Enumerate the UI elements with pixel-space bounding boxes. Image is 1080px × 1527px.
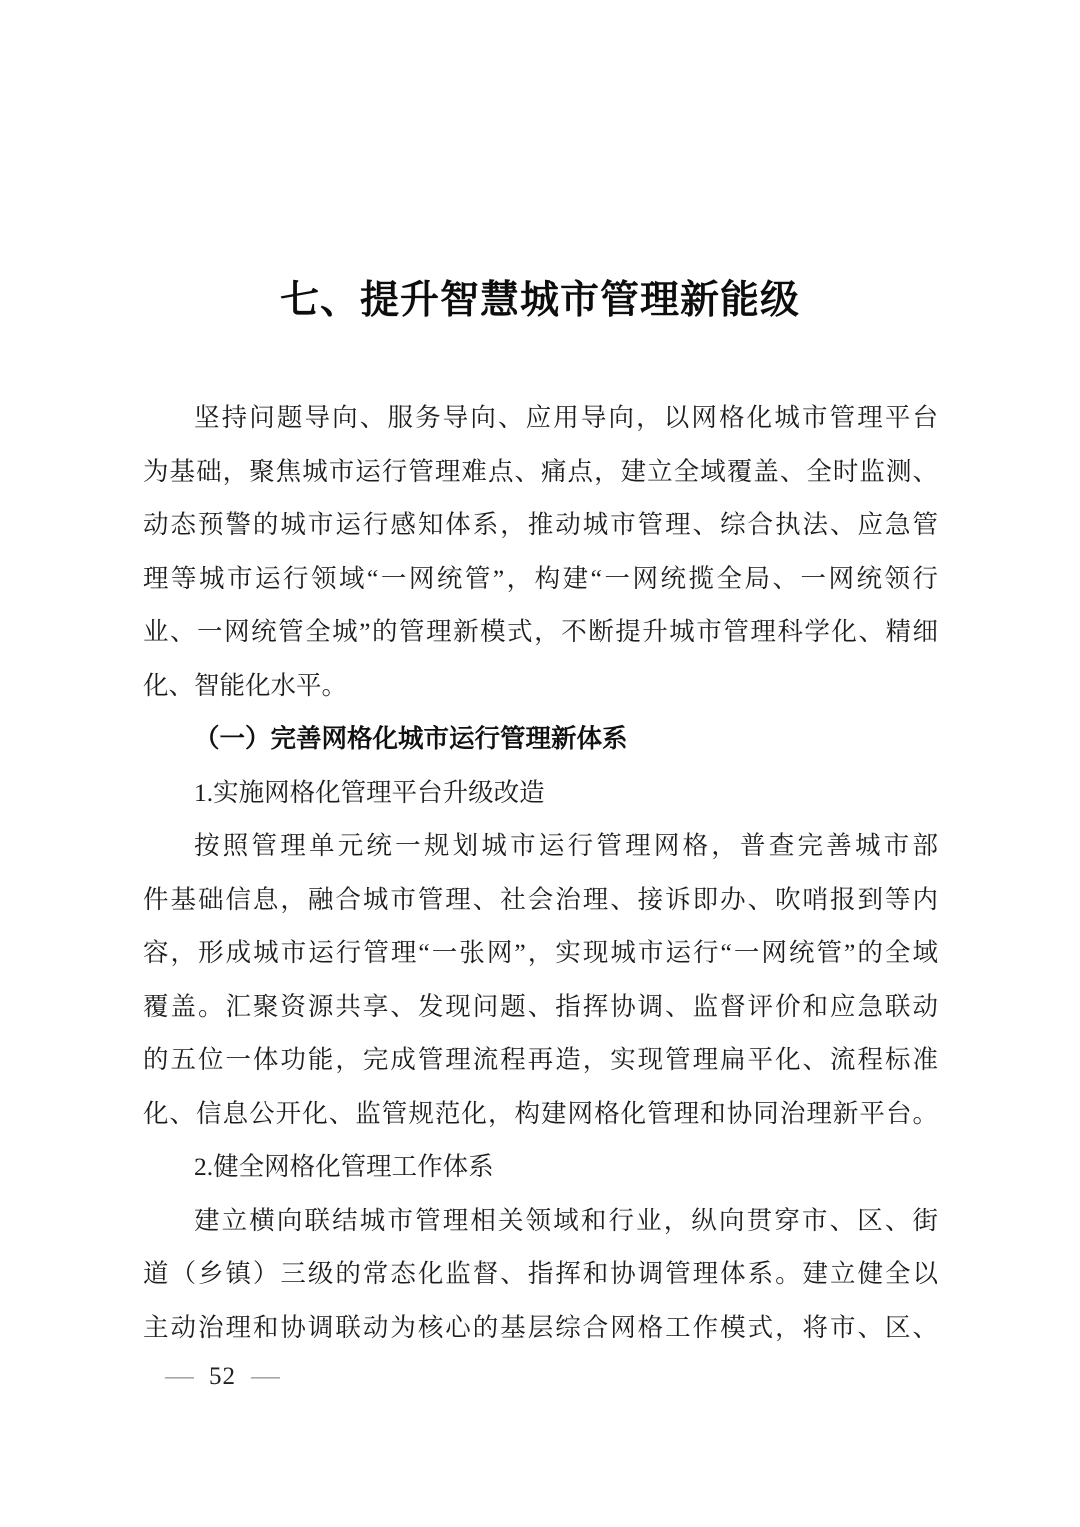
text-line: 为基础，聚焦城市运行管理难点、痛点，建立全域覆盖、全时监测、 <box>143 456 938 486</box>
text-line: 的五位一体功能，完成管理流程再造，实现管理扁平化、流程标准 <box>143 1045 938 1074</box>
text-line: 化、智能化水平。 <box>143 670 348 700</box>
page-number-right-dash: — <box>251 1363 280 1390</box>
text-line: 覆盖。汇聚资源共享、发现问题、指挥协调、监督评价和应急联动 <box>143 991 938 1021</box>
text-line: 按照管理单元统一规划城市运行管理网格，普查完善城市部 <box>194 831 938 860</box>
text-line: 化、信息公开化、监管规范化，构建网格化管理和协同治理新平台。 <box>143 1098 938 1128</box>
page-number <box>167 1357 278 1397</box>
text-line: 理等城市运行领域“一网统管”，构建“一网统揽全局、一网统领行 <box>143 563 938 593</box>
text-line: 建立横向联结城市管理相关领域和行业，纵向贯穿市、区、街 <box>194 1205 938 1235</box>
section-title: 七、提升智慧城市管理新能级 <box>279 279 800 322</box>
text-line: 动态预警的城市运行感知体系，推动城市管理、综合执法、应急管 <box>143 510 938 539</box>
document-body <box>143 391 938 1354</box>
text-line: 容，形成城市运行管理“一张网”，实现城市运行“一网统管”的全域 <box>143 938 938 967</box>
text-line: 件基础信息，融合城市管理、社会治理、接诉即办、吹哨报到等内 <box>143 884 938 914</box>
numbered-heading: 2.健全网格化管理工作体系 <box>194 1152 494 1181</box>
text-line: 业、一网统管全城”的管理新模式，不断提升城市管理科学化、精细 <box>143 617 938 646</box>
text-line: 道（乡镇）三级的常态化监督、指挥和协调管理体系。建立健全以 <box>143 1259 938 1288</box>
page-number-left-dash: — <box>165 1363 194 1390</box>
numbered-heading: 1.实施网格化管理平台升级改造 <box>194 777 545 807</box>
page-number-value: 52 <box>209 1363 236 1390</box>
subsection-heading: （一）完善网格化城市运行管理新体系 <box>194 724 628 753</box>
text-line: 坚持问题导向、服务导向、应用导向，以网格化城市管理平台 <box>194 403 938 432</box>
text-line: 主动治理和协调联动为核心的基层综合网格工作模式，将市、区、 <box>143 1312 938 1342</box>
